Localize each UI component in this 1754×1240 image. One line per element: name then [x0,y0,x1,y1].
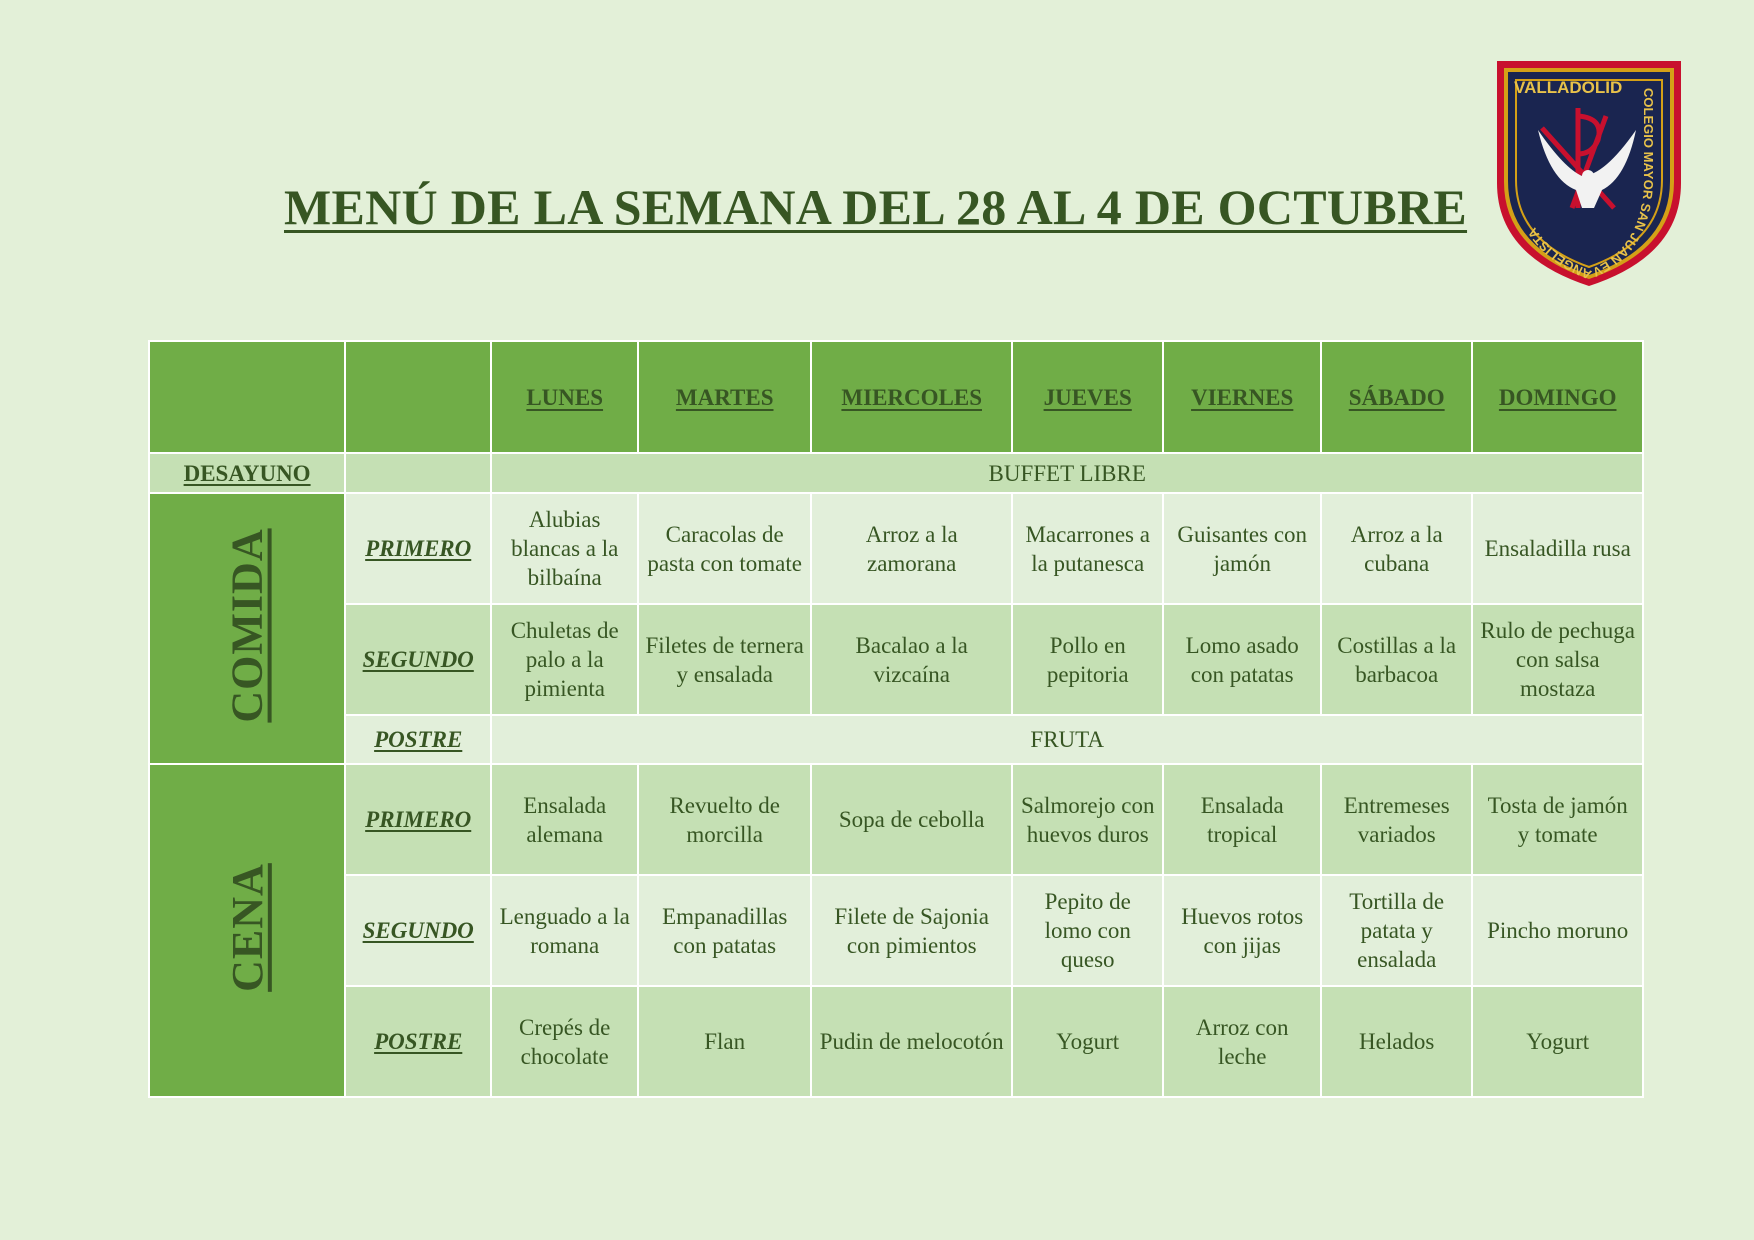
weekly-menu-table [148,340,1644,1098]
dish-cell: Macarrones a la putanesca [1012,493,1163,604]
desayuno-row [149,453,1643,493]
dish-cell: Arroz a la zamorana [811,493,1012,604]
dish-cell: Chuletas de palo a la pimienta [491,604,638,715]
comida-primero-row [149,493,1643,604]
dish-cell: Yogurt [1012,986,1163,1097]
dish-cell: Ensalada tropical [1163,764,1321,875]
cena-postre-label: POSTRE [345,986,491,1097]
dish-cell: Guisantes con jamón [1163,493,1321,604]
dish-cell: Pepito de lomo con queso [1012,875,1163,986]
day-header-viernes: VIERNES [1163,341,1321,453]
day-header-miercoles: MIERCOLES [811,341,1012,453]
dish-cell: Ensaladilla rusa [1472,493,1643,604]
dish-cell: Entremeses variados [1321,764,1472,875]
comida-postre-label: POSTRE [345,715,491,764]
dish-cell: Helados [1321,986,1472,1097]
dish-cell: Crepés de chocolate [491,986,638,1097]
cena-segundo-label: SEGUNDO [345,875,491,986]
header-empty-cell [345,341,491,453]
comida-postre-value: FRUTA [491,715,1643,764]
dish-cell: Caracolas de pasta con tomate [638,493,811,604]
dish-cell: Pollo en pepitoria [1012,604,1163,715]
comida-segundo-label: SEGUNDO [345,604,491,715]
dish-cell: Empanadillas con patatas [638,875,811,986]
day-header-lunes: LUNES [491,341,638,453]
days-header-row [149,341,1643,453]
comida-block [149,493,345,764]
dish-cell: Costillas a la barbacoa [1321,604,1472,715]
dish-cell: Tosta de jamón y tomate [1472,764,1643,875]
comida-primero-label: PRIMERO [345,493,491,604]
header-empty-cell [149,341,345,453]
crest-shield-icon [1494,58,1684,288]
dish-cell: Lomo asado con patatas [1163,604,1321,715]
dish-cell: Filete de Sajonia con pimientos [811,875,1012,986]
dish-cell: Lenguado a la romana [491,875,638,986]
cena-postre-row [149,986,1643,1097]
desayuno-label: DESAYUNO [149,453,345,493]
comida-segundo-row [149,604,1643,715]
dish-cell: Flan [638,986,811,1097]
desayuno-value: BUFFET LIBRE [491,453,1643,493]
comida-postre-row [149,715,1643,764]
dish-cell: Sopa de cebolla [811,764,1012,875]
cena-segundo-row [149,875,1643,986]
dish-cell: Tortilla de patata y ensalada [1321,875,1472,986]
svg-text:COLEGIO MAYOR SAN JUAN EVANGEL: COLEGIO MAYOR SAN JUAN EVANGELISTA [1524,88,1657,283]
dish-cell: Ensalada alemana [491,764,638,875]
day-header-domingo: DOMINGO [1472,341,1643,453]
dish-cell: Bacalao a la vizcaína [811,604,1012,715]
cena-primero-row [149,764,1643,875]
page-title: MENÚ DE LA SEMANA DEL 28 AL 4 DE OCTUBRE [284,179,1468,235]
dish-cell: Pincho moruno [1472,875,1643,986]
dish-cell: Rulo de pechuga con salsa mostaza [1472,604,1643,715]
dish-cell: Arroz con leche [1163,986,1321,1097]
cena-label: CENA [222,862,272,992]
svg-text:VALLADOLID: VALLADOLID [1514,78,1623,97]
dish-cell: Alubias blancas a la bilbaína [491,493,638,604]
cena-primero-label: PRIMERO [345,764,491,875]
desayuno-empty-cell [345,453,491,493]
dish-cell: Pudin de melocotón [811,986,1012,1097]
college-crest-logo [1494,58,1684,288]
dish-cell: Yogurt [1472,986,1643,1097]
day-header-martes: MARTES [638,341,811,453]
day-header-jueves: JUEVES [1012,341,1163,453]
dish-cell: Salmorejo con huevos duros [1012,764,1163,875]
dish-cell: Revuelto de morcilla [638,764,811,875]
cena-block [149,764,345,1097]
dish-cell: Arroz a la cubana [1321,493,1472,604]
day-header-sabado: SÁBADO [1321,341,1472,453]
dish-cell: Huevos rotos con jijas [1163,875,1321,986]
comida-label: COMIDA [222,527,272,723]
dish-cell: Filetes de ternera y ensalada [638,604,811,715]
